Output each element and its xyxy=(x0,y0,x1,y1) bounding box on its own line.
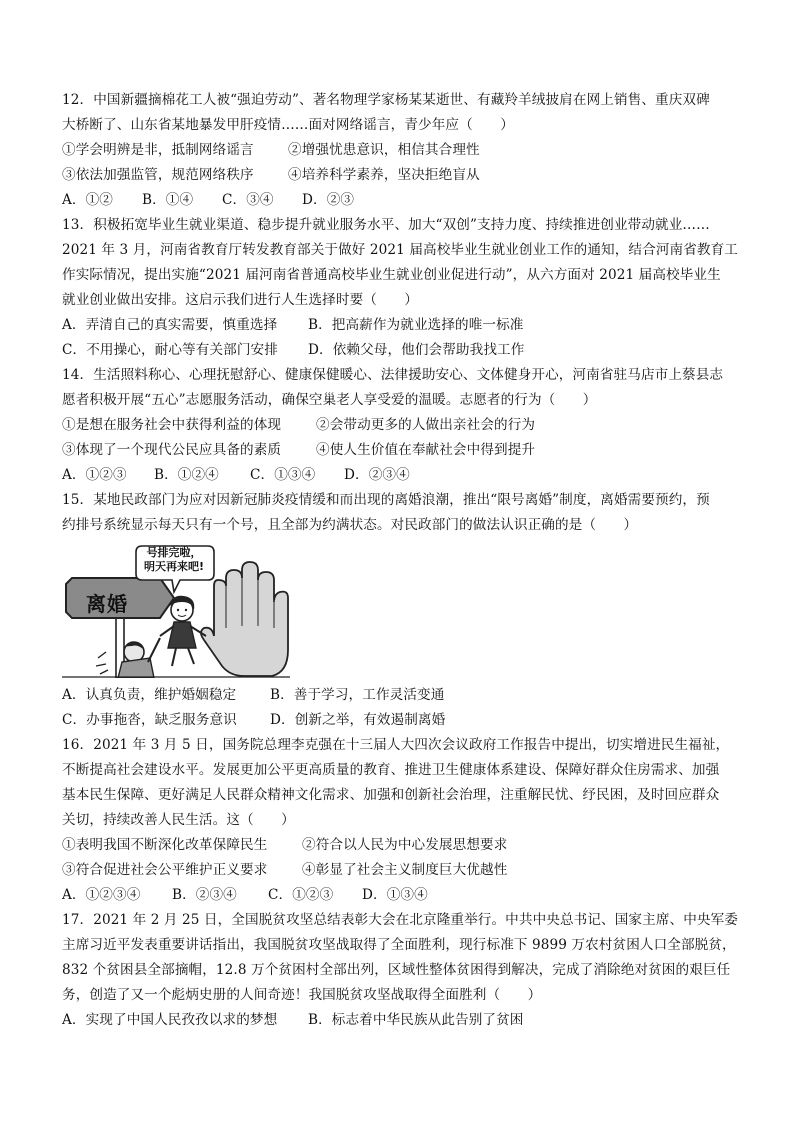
q17-stem-line-4: 务，创造了又一个彪炳史册的人间奇迹！我国脱贫攻坚战取得全面胜利（ ） xyxy=(62,987,542,1003)
q16-option-b: B．②③④ xyxy=(172,887,237,903)
q13-options-row-1 xyxy=(62,316,742,336)
q15-stem-line-2: 约排号系统显示每天只有一个号，且全部为约满状态。对民政部门的做法认识正确的是（ ） xyxy=(62,517,638,533)
q16-statements-row-2 xyxy=(62,861,742,881)
q14-stem-line-1: 14．生活照料称心、心理抚慰舒心、健康保健暖心、法律援助安心、文体健身开心，河南省驻马店市上蔡县志 xyxy=(62,367,724,383)
q16-stem-line-4: 关切，持续改善人民生活。这（ ） xyxy=(62,812,295,828)
q13-stem-line-1: 13．积极拓宽毕业生就业渠道、稳步提升就业服务水平、加大“双创”支持力度、持续推进创业带动就业…… xyxy=(62,217,710,233)
q15-stem-line-1: 15．某地民政部门为应对因新冠肺炎疫情缓和而出现的离婚浪潮，推出“限号离婚”制度，离婚需要预约，预 xyxy=(62,492,710,508)
q13-stem-line-2: 2021 年 3 月，河南省教育厅转发教育部关于做好 2021 届高校毕业生就业创业工作的通知，结合河南省教育工 xyxy=(62,242,738,258)
q13-option-b: B．把高薪作为就业选择的唯一标准 xyxy=(308,317,524,333)
q14-options xyxy=(62,466,742,486)
q12-option-c: C．③④ xyxy=(222,192,274,208)
q16-option-c: C．①②③ xyxy=(268,887,334,903)
q14-option-c: C．①③④ xyxy=(250,467,316,483)
q17-options-row-1 xyxy=(62,1011,742,1031)
q14-statements-row-2 xyxy=(62,441,742,461)
q13-stem-line-4: 就业创业做出安排。这启示我们进行人生选择时要（ ） xyxy=(62,292,419,308)
q16-option-d: D．①③④ xyxy=(362,887,428,903)
stop-hand-icon xyxy=(201,562,288,676)
q12-statements-row-2 xyxy=(62,166,742,186)
q16-statements-row-1 xyxy=(62,836,742,856)
q17-stem-line-1: 17．2021 年 2 月 25 日，全国脱贫攻坚总结表彰大会在北京隆重举行。中共中央总书记、国家主席、中央军委 xyxy=(62,912,738,928)
q12-statement-3: ③依法加强监管，规范网络秩序 xyxy=(62,167,254,183)
q14-option-d: D．②③④ xyxy=(344,467,410,483)
q12-statements-row-1 xyxy=(62,141,742,161)
q16-options xyxy=(62,886,742,906)
q12-stem-line-1: 12．中国新疆摘棉花工人被“强迫劳动”、著名物理学家杨某某逝世、有藏羚羊绒披肩在网上销售、重庆双碑 xyxy=(62,92,710,108)
q15-option-c: C．办事拖沓，缺乏服务意识 xyxy=(62,712,237,728)
q16-statement-1: ①表明我国不断深化改革保障民生 xyxy=(62,837,268,853)
q14-stem-line-2: 愿者积极开展“五心”志愿服务活动，确保空巢老人享受爱的温暖。志愿者的行为（ ） xyxy=(62,392,597,408)
q12-statement-2: ②增强忧患意识，相信其合理性 xyxy=(288,142,480,158)
q15-options-row-1 xyxy=(62,686,742,706)
q14-statement-2: ②会带动更多的人做出亲社会的行为 xyxy=(316,417,536,433)
q12-options xyxy=(62,191,742,211)
q12-option-a: A．①② xyxy=(62,192,113,208)
q12-statement-1: ①学会明辨是非，抵制网络谣言 xyxy=(62,142,254,158)
q14-statement-3: ③体现了一个现代公民应具备的素质 xyxy=(62,442,282,458)
q14-option-a: A．①②③ xyxy=(62,467,127,483)
q16-stem-line-2: 不断提高社会建设水平。发展更加公平更高质量的教育、推进卫生健康体系建设、保障好群众住房需求、加强 xyxy=(62,762,720,778)
q16-stem-line-3: 基本民生保障、更好满足人民群众精神文化需求、加强和创新社会治理，注重解民忧、纾民困，及时回应群众 xyxy=(62,787,720,803)
q14-statements-row-1 xyxy=(62,416,742,436)
q16-stem-line-1: 16．2021 年 3 月 5 日，国务院总理李克强在十三届人大四次会议政府工作报告中提出，切实增进民生福祉， xyxy=(62,737,730,753)
q14-statement-1: ①是想在服务社会中获得利益的体现 xyxy=(62,417,282,433)
q13-options-row-2 xyxy=(62,341,742,361)
q12-stem-line-2: 大桥断了、山东省某地暴发甲肝疫情……面对网络谣言，青少年应（ ） xyxy=(62,117,514,133)
q13-option-a: A．弄清自己的真实需要，慎重选择 xyxy=(62,317,278,333)
q16-statement-4: ④彰显了社会主义制度巨大优越性 xyxy=(302,862,508,878)
q13-option-d: D．依赖父母，他们会帮助我找工作 xyxy=(308,342,525,358)
q17-stem-line-3: 832 个贫困县全部摘帽，12.8 万个贫困村全部出列，区域性整体贫困得到解决，完成了消除绝对贫困的艰巨任 xyxy=(62,962,731,978)
cartoon-sign-text: 离婚 xyxy=(86,592,128,616)
q15-option-d: D．创新之举，有效遏制离婚 xyxy=(270,712,446,728)
q15-options-row-2 xyxy=(62,711,742,731)
cartoon-speech-text: 号排完啦，明天再来吧! xyxy=(143,546,205,573)
q17-stem-line-2: 主席习近平发表重要讲话指出，我国脱贫攻坚战取得了全面胜利，现行标准下 9899 万农村贫困人口全部脱贫， xyxy=(62,937,736,953)
q16-statement-3: ③符合促进社会公平维护正义要求 xyxy=(62,862,268,878)
q15-option-a: A．认真负责，维护婚姻稳定 xyxy=(62,687,237,703)
q14-option-b: B．①②④ xyxy=(154,467,219,483)
q13-option-c: C．不用操心，耐心等有关部门安排 xyxy=(62,342,278,358)
q12-option-b: B．①④ xyxy=(142,192,194,208)
q14-statement-4: ④使人生价值在奉献社会中得到提升 xyxy=(316,442,536,458)
q17-option-b: B．标志着中华民族从此告别了贫困 xyxy=(308,1012,524,1028)
q16-option-a: A．①②③④ xyxy=(62,887,141,903)
q12-option-d: D．②③ xyxy=(302,192,355,208)
q12-statement-4: ④培养科学素养，坚决拒绝盲从 xyxy=(288,167,480,183)
q15-option-b: B．善于学习，工作灵活变通 xyxy=(270,687,445,703)
q13-stem-line-3: 作实际情况，提出实施“2021 届河南省普通高校毕业生就业创业促进行动”，从六方面对 2021 届高校毕业生 xyxy=(62,267,721,283)
man-figure xyxy=(96,638,160,678)
q17-option-a: A．实现了中国人民孜孜以求的梦想 xyxy=(62,1012,278,1028)
q16-statement-2: ②符合以人民为中心发展思想要求 xyxy=(302,837,508,853)
